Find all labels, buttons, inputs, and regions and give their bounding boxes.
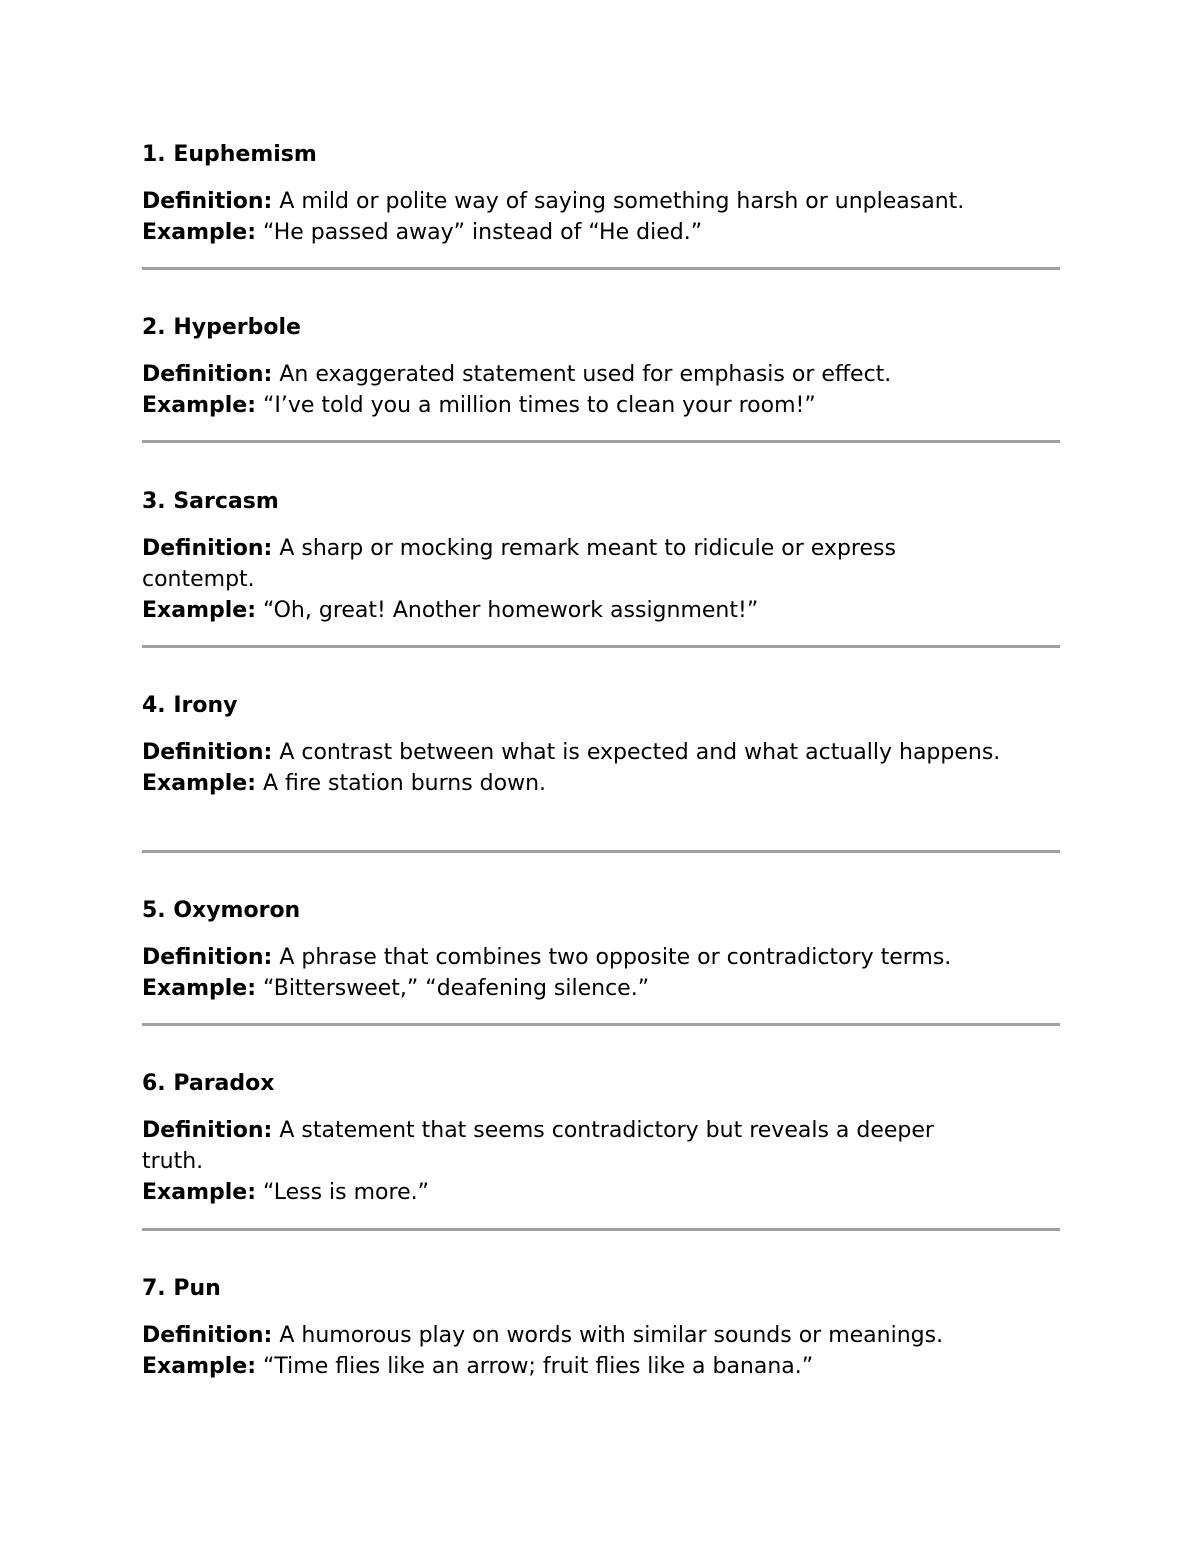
definition-label: Definition: (142, 362, 273, 387)
example-line (142, 1351, 1002, 1382)
term-title: 3. Sarcasm (142, 489, 279, 514)
term-title: 7. Pun (142, 1276, 221, 1301)
term-sarcasm (142, 487, 1060, 626)
definition-line (142, 533, 1002, 595)
definition-label: Definition: (142, 945, 273, 970)
term-title: 4. Irony (142, 693, 238, 718)
definition-line (142, 1115, 1002, 1177)
example-text: A fire station burns down. (263, 771, 547, 796)
divider (142, 267, 1060, 270)
example-label: Example: (142, 598, 256, 623)
divider (142, 645, 1060, 648)
example-label: Example: (142, 976, 256, 1001)
definition-label: Definition: (142, 1118, 273, 1143)
definition-line (142, 1320, 1002, 1351)
example-text: “I’ve told you a million times to clean your room!” (263, 393, 816, 418)
term-title: 5. Oxymoron (142, 898, 301, 923)
definition-text: A phrase that combines two opposite or contradictory terms. (279, 945, 952, 970)
example-line (142, 217, 1002, 248)
term-body (142, 186, 1002, 248)
term-body (142, 737, 1002, 799)
divider (142, 440, 1060, 443)
example-text: “Less is more.” (263, 1180, 429, 1205)
term-body (142, 1115, 1002, 1208)
example-line (142, 973, 1002, 1004)
term-body (142, 1320, 1002, 1382)
example-line (142, 390, 1002, 421)
example-label: Example: (142, 771, 256, 796)
divider (142, 1023, 1060, 1026)
term-hyperbole (142, 313, 1060, 421)
term-pun (142, 1274, 1060, 1382)
example-line (142, 1177, 1002, 1208)
term-body (142, 359, 1002, 421)
term-oxymoron (142, 896, 1060, 1004)
term-title: 6. Paradox (142, 1071, 275, 1096)
definition-label: Definition: (142, 189, 273, 214)
term-body (142, 533, 1002, 626)
definition-label: Definition: (142, 536, 273, 561)
definition-text: A humorous play on words with similar sounds or meanings. (279, 1323, 944, 1348)
example-text: “He passed away” instead of “He died.” (263, 220, 703, 245)
divider (142, 850, 1060, 853)
example-line (142, 768, 1002, 799)
example-text: “Bittersweet,” “deafening silence.” (263, 976, 650, 1001)
definition-text: A sharp or mocking remark meant to ridicule or express contempt. (142, 536, 896, 592)
definition-text: A statement that seems contradictory but reveals a deeper truth. (142, 1118, 934, 1174)
example-label: Example: (142, 1180, 256, 1205)
definition-line (142, 359, 1002, 390)
example-line (142, 595, 1002, 626)
example-label: Example: (142, 393, 256, 418)
example-label: Example: (142, 1354, 256, 1379)
example-text: “Time flies like an arrow; fruit flies like a banana.” (263, 1354, 814, 1379)
definition-label: Definition: (142, 1323, 273, 1348)
example-label: Example: (142, 220, 256, 245)
term-title: 2. Hyperbole (142, 315, 301, 340)
term-paradox (142, 1069, 1060, 1208)
definition-text: A contrast between what is expected and what actually happens. (279, 740, 1001, 765)
divider (142, 1228, 1060, 1231)
definition-line (142, 942, 1002, 973)
definition-text: A mild or polite way of saying something harsh or unpleasant. (279, 189, 965, 214)
definition-line (142, 737, 1002, 768)
definition-line (142, 186, 1002, 217)
term-irony (142, 691, 1060, 799)
definition-text: An exaggerated statement used for emphasis or effect. (279, 362, 892, 387)
term-title: 1. Euphemism (142, 142, 317, 167)
example-text: “Oh, great! Another homework assignment!” (263, 598, 759, 623)
term-body (142, 942, 1002, 1004)
term-euphemism (142, 140, 1060, 248)
definition-label: Definition: (142, 740, 273, 765)
